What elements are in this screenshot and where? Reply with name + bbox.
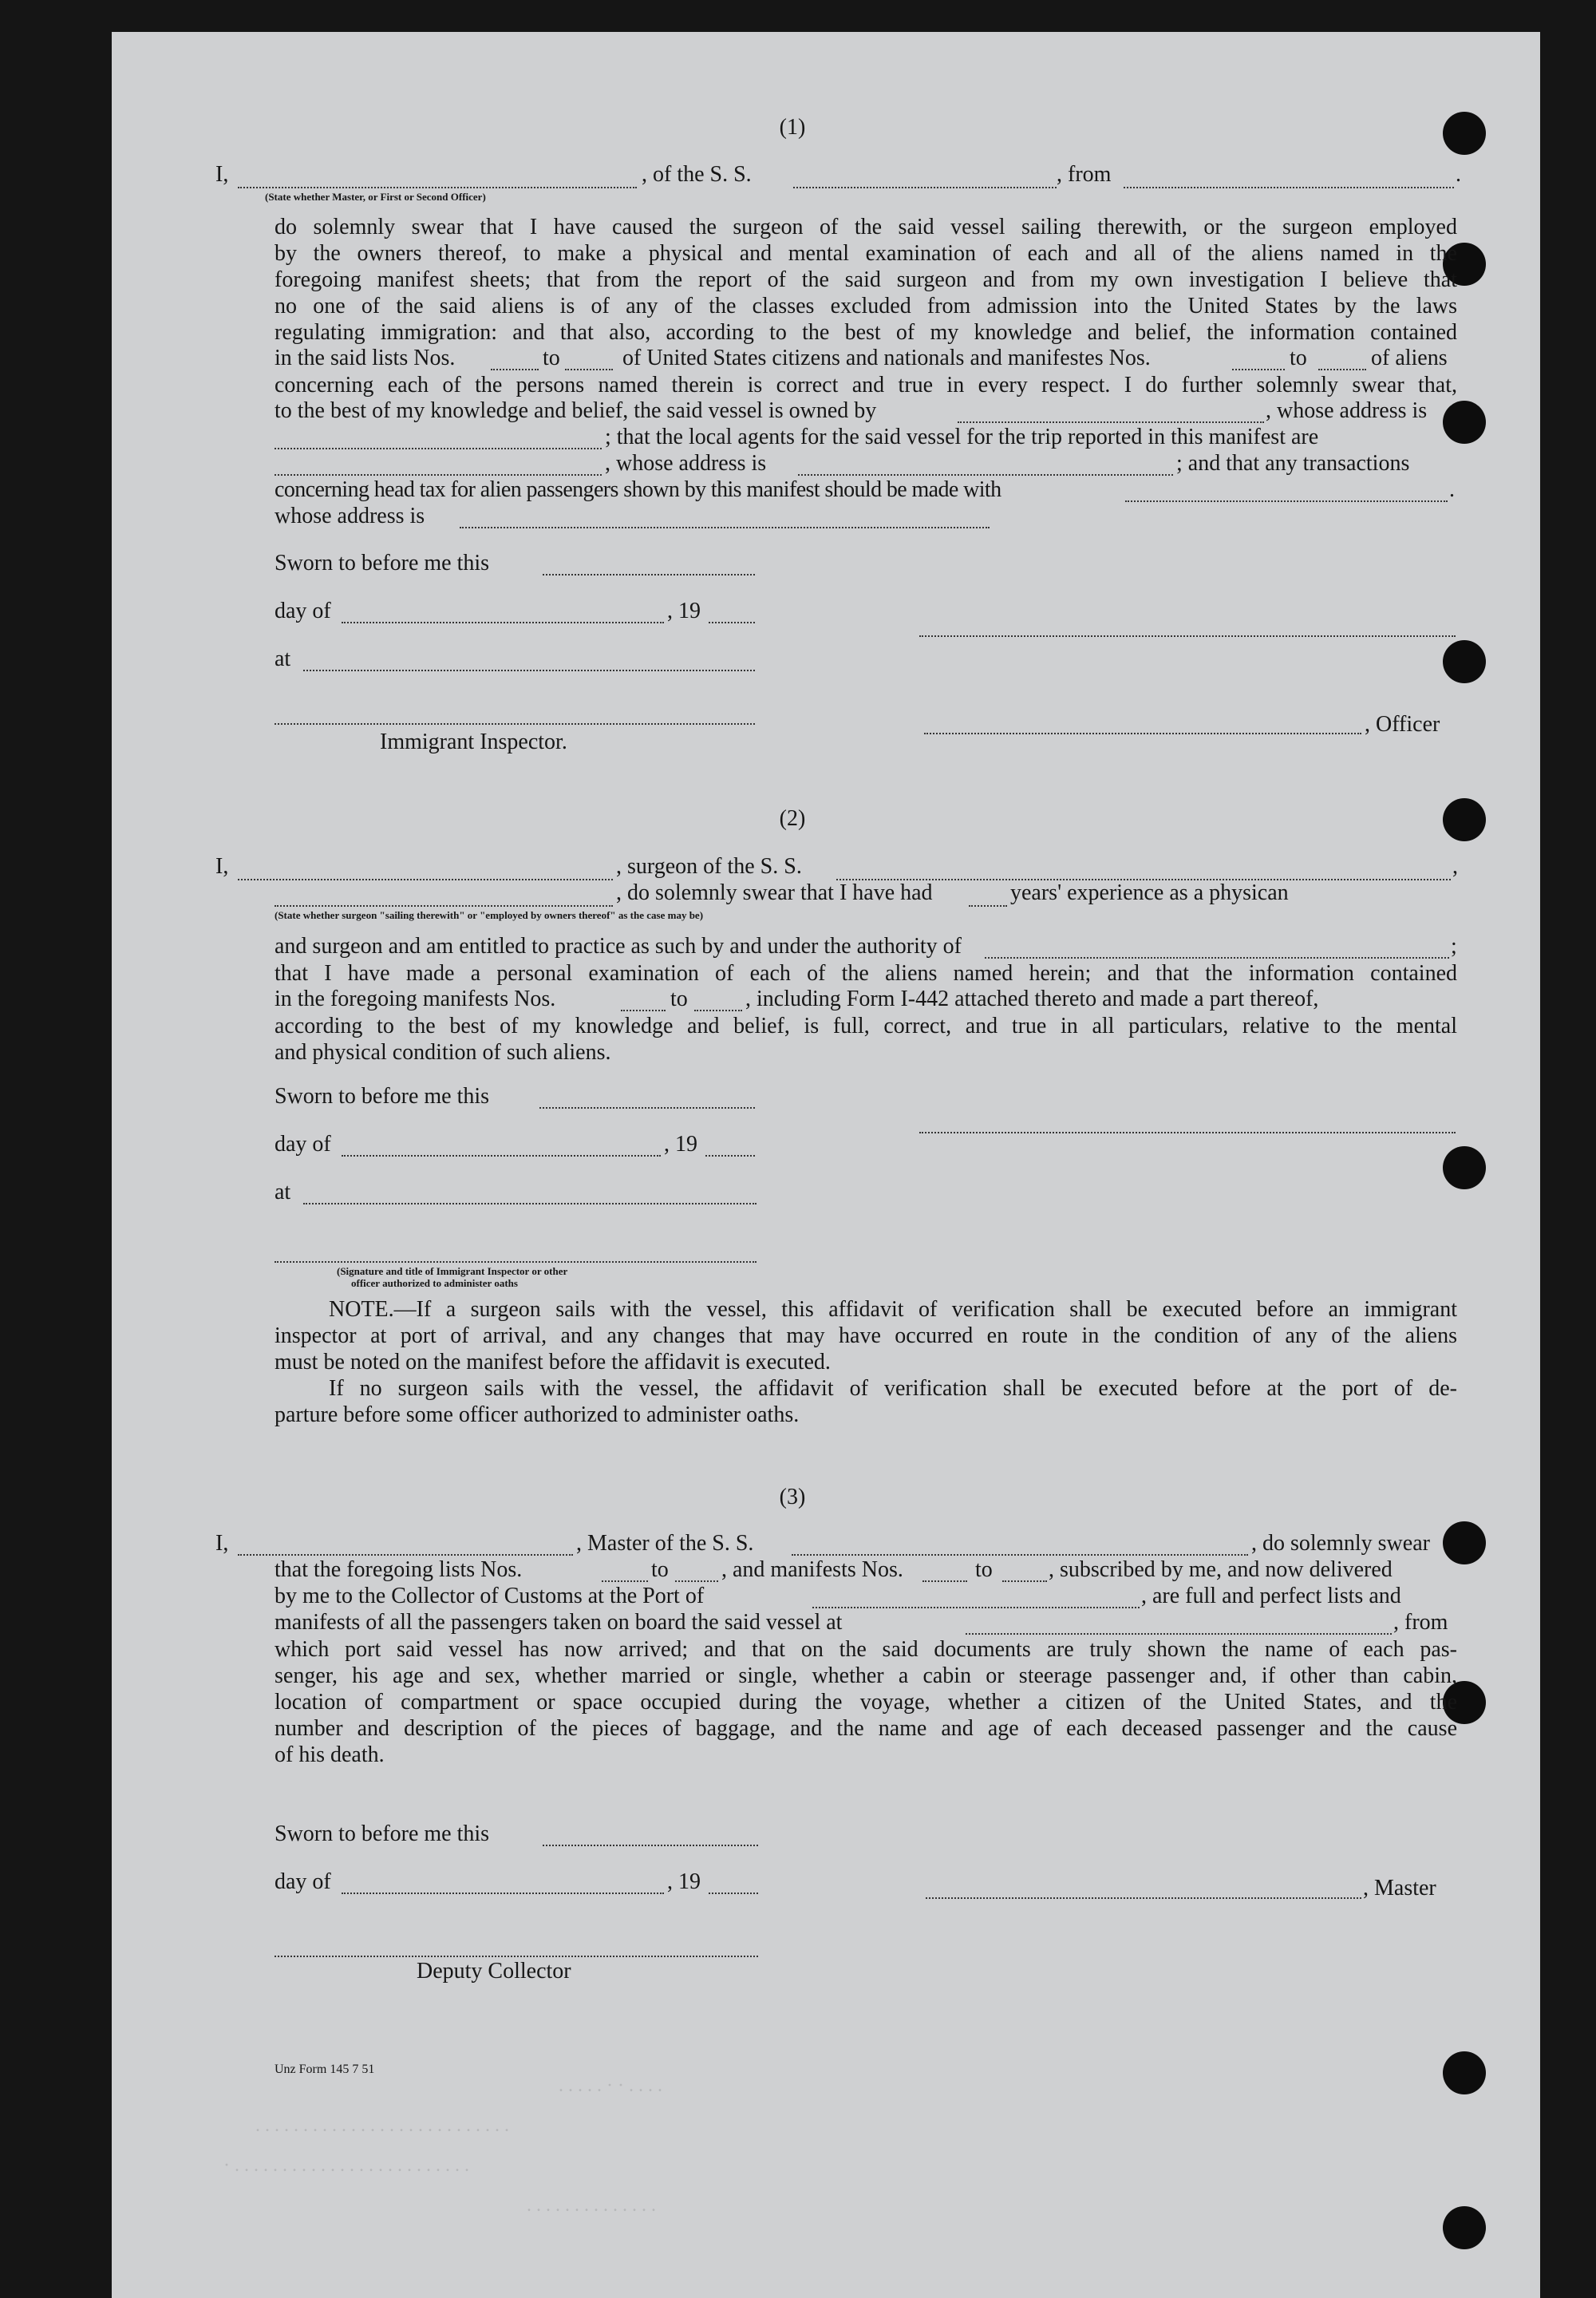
s1-whose-label: whose address is (275, 504, 425, 528)
s2-if-line: parture before some officer authorized to administer oaths. (275, 1402, 800, 1427)
s2-capacity-hint: (State whether surgeon "sailing therewith" or "employed by owners thereof" as the case may be) (275, 909, 704, 921)
punch-hole (1443, 401, 1486, 444)
s2-at-field[interactable] (303, 1203, 757, 1204)
s1-at-label: at (275, 647, 291, 671)
s1-of-ss-label: , of the S. S. (642, 162, 752, 187)
s3-port-field[interactable] (812, 1607, 1140, 1608)
s1-from-label: , from (1057, 162, 1112, 187)
s3-lists-to-field[interactable] (675, 1580, 718, 1582)
s1-owner-address-field[interactable] (275, 448, 602, 449)
form-number: Unz Form 145 7 51 (275, 2063, 375, 2076)
s3-manifests-to-field[interactable] (1002, 1580, 1047, 1582)
s1-oath-line: regulating immigration: and that also, according to the best of my knowledge and belief, the information contained (275, 320, 1457, 345)
s1-dayof-label: day of (275, 599, 331, 623)
s1-concerning-line (275, 372, 1457, 398)
s2-capacity-field[interactable] (275, 905, 613, 907)
s1-owner-address-label: , whose address is (1266, 398, 1428, 423)
s1-headtax-field[interactable] (1125, 500, 1448, 502)
s1-aliens-label: of aliens (1371, 346, 1448, 370)
s3-master-label: , Master of the S. S. (576, 1531, 754, 1556)
s2-oath-line: according to the best of my knowledge and belief, is full, correct, and true in all particulars, relative to the mental (275, 1014, 1457, 1038)
s2-oath-line: that I have made a personal examination of each of the aliens named herein; and that the information contained (275, 961, 1457, 986)
s3-oath-line: number and description of the pieces of baggage, and the name and age of each deceased passenger and the cause (275, 1716, 1457, 1741)
s3-oath-line: senger, his age and sex, whether married or single, whether a cabin or steerage passenger and, if other than cabin, (275, 1663, 1457, 1688)
punch-hole (1443, 798, 1486, 841)
s1-officer-signature-field[interactable] (924, 733, 1361, 734)
s2-years-label: years' experience as a physican (1010, 880, 1289, 905)
s3-i-label: I, (215, 1531, 229, 1556)
s1-agents-address-field[interactable] (798, 474, 1173, 476)
s3-month-field[interactable] (342, 1893, 664, 1894)
s1-officer-hint: (State whether Master, or First or Second Officer) (265, 191, 486, 203)
s1-inspector-label: Immigrant Inspector. (380, 730, 567, 754)
s3-boarded-label: manifests of all the passengers taken on board the said vessel at (275, 1610, 843, 1635)
s3-from-label: , from (1393, 1610, 1448, 1635)
s1-from-field[interactable] (1124, 187, 1454, 188)
s2-month-field[interactable] (342, 1155, 661, 1157)
s1-year-label: , 19 (667, 599, 701, 623)
s2-form-label: , including Form I-442 attached thereto and made a part thereof, (745, 987, 1319, 1011)
s1-vessel-field[interactable] (793, 187, 1057, 188)
s2-note-line: inspector at port of arrival, and any changes that may have occurred en route in the condition of any of the aliens (275, 1323, 1457, 1348)
s1-lists-from-field[interactable] (491, 369, 539, 370)
s1-month-field[interactable] (342, 622, 664, 623)
s3-master-signature-field[interactable] (926, 1897, 1361, 1899)
s1-headtax-label: concerning head tax for alien passengers shown by this manifest should be made with (275, 477, 1001, 502)
s3-master-name-field[interactable] (238, 1554, 573, 1556)
s3-year-label: , 19 (667, 1869, 701, 1894)
bleed-through-text: · . . . . . . . . . . . . . . . . . . . . . . . . . (223, 2155, 469, 2176)
s1-officer-name-field[interactable] (238, 187, 637, 188)
s3-lists-label-2: , are full and perfect lists and (1141, 1584, 1401, 1608)
punch-hole (1443, 640, 1486, 683)
s2-oath-tail (275, 1013, 1457, 1066)
s1-at-field[interactable] (303, 670, 755, 671)
s3-deputy-label: Deputy Collector (417, 1959, 571, 1984)
s1-sworn-label: Sworn to before me this (275, 551, 490, 575)
section-2-heading: (2) (779, 806, 806, 831)
s2-year-label: , 19 (664, 1132, 697, 1157)
s3-swear-label: , do solemnly swear (1251, 1531, 1430, 1556)
s1-officer-signature-top[interactable] (919, 635, 1456, 637)
s3-sworn-label: Sworn to before me this (275, 1821, 490, 1846)
s1-owner-field[interactable] (958, 421, 1264, 423)
s2-note-paragraph (275, 1296, 1457, 1375)
s2-dayof-label: day of (275, 1132, 331, 1157)
form-page (112, 32, 1540, 2298)
s1-transactions-label: ; and that any transactions (1176, 451, 1410, 476)
s1-whose-address-field[interactable] (460, 527, 990, 528)
s3-oath-line: of his death. (275, 1742, 385, 1767)
section-3-heading: (3) (779, 1485, 806, 1509)
s2-sig-hint-2: officer authorized to administer oaths (351, 1277, 518, 1289)
s3-sworn-field[interactable] (543, 1845, 758, 1846)
s1-oath-line: concerning each of the persons named therein is correct and true in every respect. I do further solemnly swear that, (275, 373, 1457, 398)
s3-master-sign-label: , Master (1363, 1876, 1436, 1900)
s1-oath-line: foregoing manifest sheets; that from the report of the said surgeon and from my own investigation I believe that (275, 267, 1457, 292)
s2-year-field[interactable] (705, 1155, 755, 1157)
punch-hole (1443, 2051, 1486, 2094)
s3-delivered-label: , subscribed by me, and now delivered (1049, 1557, 1393, 1582)
punch-hole (1443, 1521, 1486, 1564)
s3-oath-paragraph (275, 1636, 1457, 1768)
s1-i-label: I, (215, 162, 229, 187)
s3-boarded-port-field[interactable] (966, 1633, 1392, 1635)
s2-examination-line (275, 960, 1457, 987)
s1-agents-address-label: , whose address is (605, 451, 767, 476)
s2-at-label: at (275, 1180, 291, 1204)
s2-manifests-to: to (670, 987, 688, 1011)
s2-sworn-label: Sworn to before me this (275, 1084, 490, 1109)
s3-manifests-to: to (975, 1557, 993, 1582)
s1-manifests-from-field[interactable] (1232, 369, 1285, 370)
s3-lists-from-field[interactable] (602, 1580, 648, 1582)
s1-sworn-field[interactable] (543, 574, 755, 575)
s1-owned-label: to the best of my knowledge and belief, the said vessel is owned by (275, 398, 877, 423)
s2-manifests-to-field[interactable] (694, 1010, 742, 1011)
s2-if-paragraph (275, 1375, 1457, 1428)
s3-oath-line: which port said vessel has now arrived; and that on the said documents are truly shown the name of each pas- (275, 1637, 1457, 1662)
s2-sig-hint-1: (Signature and title of Immigrant Inspector or other (337, 1265, 568, 1277)
s3-manifests-from-field[interactable] (922, 1580, 967, 1582)
s2-surgeon-label: , surgeon of the S. S. (616, 854, 802, 879)
s1-manifests-label: of United States citizens and nationals and manifestes Nos. (622, 346, 1151, 370)
punch-hole (1443, 1146, 1486, 1189)
s1-oath-paragraph (275, 214, 1457, 346)
s1-inspector-signature-field[interactable] (275, 723, 755, 725)
s2-manifests-from-field[interactable] (621, 1010, 666, 1011)
s2-note-line: NOTE.—If a surgeon sails with the vessel, this affidavit of verification shall be executed before an immigrant (329, 1297, 1457, 1322)
s1-oath-line: by the owners thereof, to make a physical and mental examination of each and all of the aliens named in the (275, 241, 1457, 266)
s3-lists-to: to (651, 1557, 669, 1582)
s1-lists-to: to (543, 346, 560, 370)
s3-manifests-label: , and manifests Nos. (721, 1557, 903, 1582)
s2-surgeon-name-field[interactable] (238, 879, 613, 880)
s2-authority-field[interactable] (985, 957, 1449, 959)
s1-lists-label: in the said lists Nos. (275, 346, 456, 370)
section-1-heading: (1) (779, 115, 806, 140)
s1-manifests-to: to (1290, 346, 1307, 370)
s1-officer-label: , Officer (1365, 712, 1440, 737)
s1-lists-to-field[interactable] (565, 369, 613, 370)
s2-oath-line: and physical condition of such aliens. (275, 1040, 611, 1065)
s1-oath-line: no one of the said aliens is of any of the classes excluded from admission into the United States by the laws (275, 294, 1457, 318)
s1-agents-label: ; that the local agents for the said vessel for the trip reported in this manifest are (605, 425, 1319, 449)
bleed-through-text: . . . . . · · . . . . (559, 2075, 662, 2096)
bleed-through-text: . . . . . . . . . . . . . . . . . . . . . . . . . . . (255, 2115, 509, 2136)
s3-dayof-label: day of (275, 1869, 331, 1894)
s3-year-field[interactable] (709, 1893, 758, 1894)
s1-manifests-to-field[interactable] (1318, 369, 1366, 370)
s1-from-period: . (1456, 162, 1461, 187)
s2-authority-semicolon: ; (1451, 934, 1457, 959)
punch-hole (1443, 2206, 1486, 2249)
s2-surgeon-signature-field[interactable] (919, 1132, 1456, 1133)
s1-headtax-period: . (1449, 477, 1455, 502)
bleed-through-text: . . . . . . . . . . . . . . (527, 2195, 656, 2216)
s2-inspector-signature-field[interactable] (275, 1261, 757, 1263)
s2-authority-label: and surgeon and am entitled to practice as such by and under the authority of (275, 934, 962, 959)
s1-oath-line: do solemnly swear that I have caused the surgeon of the said vessel sailing therewith, or the surgeon employed (275, 215, 1457, 239)
s3-port-label: by me to the Collector of Customs at the Port of (275, 1584, 705, 1608)
s2-manifests-label: in the foregoing manifests Nos. (275, 987, 556, 1011)
s2-if-line: If no surgeon sails with the vessel, the affidavit of verification shall be executed before at the port of de- (329, 1376, 1457, 1401)
s2-sworn-field[interactable] (539, 1107, 755, 1109)
s3-lists-label: that the foregoing lists Nos. (275, 1557, 523, 1582)
s2-years-field[interactable] (969, 905, 1007, 907)
s1-agents-field[interactable] (275, 474, 602, 476)
s2-comma: , (1452, 854, 1458, 879)
s2-note-line: must be noted on the manifest before the affidavit is executed. (275, 1350, 831, 1374)
s3-oath-line: location of compartment or space occupied during the voyage, whether a citizen of the United States, and the (275, 1690, 1457, 1715)
s3-deputy-signature-field[interactable] (275, 1956, 758, 1957)
punch-hole (1443, 112, 1486, 155)
s2-i-label: I, (215, 854, 229, 879)
s3-vessel-field[interactable] (792, 1554, 1248, 1556)
s2-swear-label: , do solemnly swear that I have had (616, 880, 933, 905)
s1-year-field[interactable] (709, 622, 755, 623)
